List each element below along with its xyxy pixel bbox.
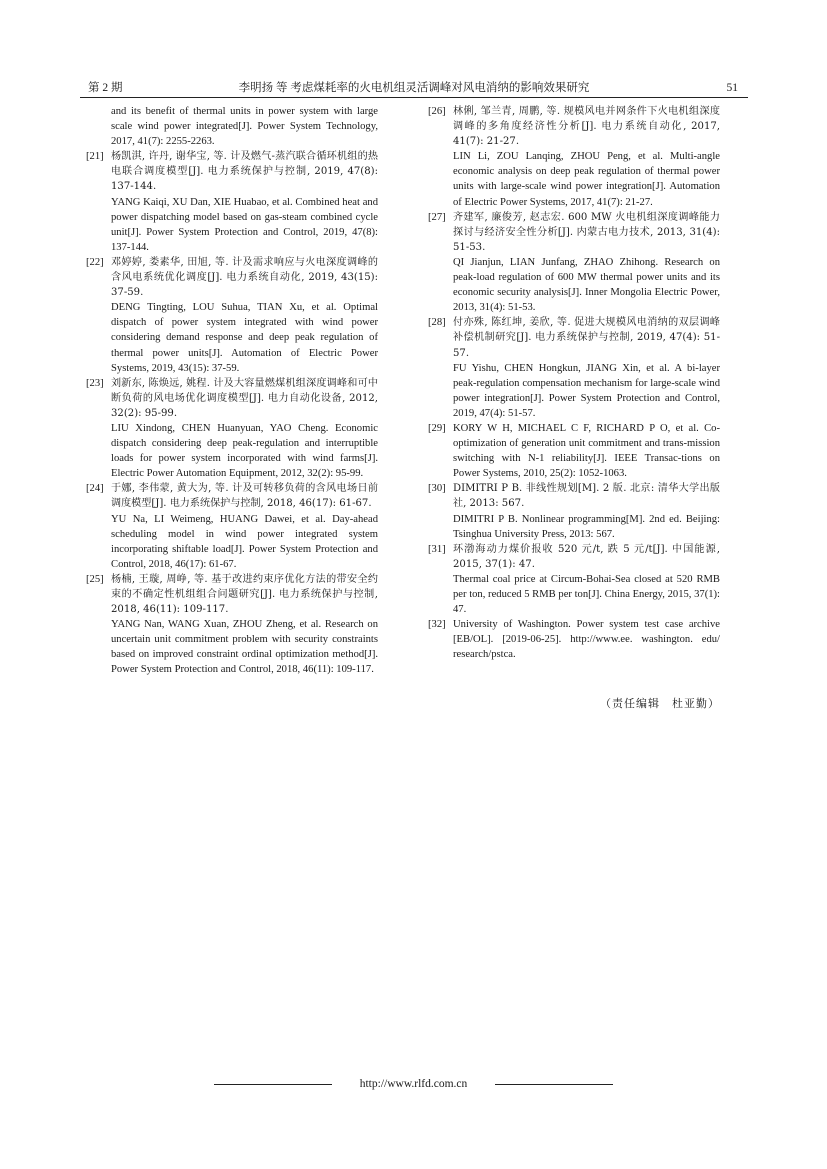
- footer-rule-right: [495, 1084, 613, 1085]
- reference-number: [21]: [86, 151, 104, 163]
- reference-chinese: 齐建军, 廉俊芳, 赵志宏. 600 MW 火电机组深度调峰能力探讨与经济安全性分析[J]. 内蒙古电力技术, 2013, 31(4): 51-53.: [453, 211, 720, 253]
- reference-english: YANG Kaiqi, XU Dan, XIE Huabao, et al. Combined heat and power dispatching model based on gas-steam combined cycle unit[J]. Power System Protection and Control, 2019, 47(8): 137-144.: [111, 196, 378, 253]
- page-footer: [0, 1076, 827, 1092]
- reference-english: LIN Li, ZOU Lanqing, ZHOU Peng, et al. Multi-angle economic analysis on deep peak regulation of thermal power units with large-scale wind power integration[J]. Automation of Electric Power Systems, 2017, 41(7): 21-27.: [453, 151, 720, 208]
- right-column: [428, 104, 720, 662]
- reference-number: [22]: [86, 256, 104, 268]
- footer-rule-left: [214, 1084, 332, 1085]
- right-reference-list: [428, 104, 720, 662]
- reference-number: [27]: [428, 211, 446, 223]
- reference-item: [86, 376, 378, 482]
- reference-chinese: 付亦殊, 陈红坤, 姜欣, 等. 促进大规模风电消纳的双层调峰补偿机制研究[J]. 电力系统保护与控制, 2019, 47(4): 51-57.: [453, 317, 720, 359]
- reference-chinese: 林俐, 邹兰青, 周鹏, 等. 规模风电并网条件下火电机组深度调峰的多角度经济性分析[J]. 电力系统自动化, 2017, 41(7): 21-27.: [453, 106, 720, 148]
- reference-chinese: 杨楠, 王璇, 周峥, 等. 基于改进约束序优化方法的带安全约束的不确定性机组组合问题研究[J]. 电力系统保护与控制, 2018, 46(11): 109-117.: [111, 573, 378, 616]
- footer-url: http://www.rlfd.com.cn: [359, 1078, 468, 1090]
- reference-item: [428, 104, 720, 210]
- reference-number: [29]: [428, 422, 446, 434]
- reference-chinese: DIMITRI P B. 非线性规划[M]. 2 版. 北京: 清华大学出版社, 2013: 567.: [453, 483, 720, 510]
- reference-english: University of Washington. Power system test case archive [EB/OL]. [2019-06-25]. http://www.ee. washington. edu/ research/pstca.: [453, 619, 720, 661]
- running-title: 李明扬 等 考虑煤耗率的火电机组灵活调峰对风电消纳的影响效果研究: [238, 82, 590, 94]
- reference-english: DENG Tingting, LOU Suhua, TIAN Xu, et al. Optimal dispatch of power system integrated with wind power considering demand response and deep peak regulation of thermal power units[J]. Automation of Electric Power Systems, 2019, 43(15): 37-59.: [111, 302, 378, 374]
- reference-number: [30]: [428, 483, 446, 495]
- reference-item: [86, 149, 378, 255]
- reference-number: [23]: [86, 377, 104, 389]
- reference-continuation: and its benefit of thermal units in power system with large scale wind power integrated[J]. Power System Technology, 2017, 41(7): 2255-2263.: [111, 106, 378, 148]
- reference-english: Thermal coal price at Circum-Bohai-Sea closed at 520 RMB per ton, reduced 5 RMB per ton[J]. China Energy, 2015, 37(1): 47.: [453, 573, 720, 616]
- reference-item: [428, 421, 720, 481]
- reference-chinese: 杨凯淇, 许丹, 谢华宝, 等. 计及燃气-蒸汽联合循环机组的热电联合调度模型[J]. 电力系统保护与控制, 2019, 47(8): 137-144.: [111, 151, 378, 193]
- reference-english: YANG Nan, WANG Xuan, ZHOU Zheng, et al. Research on uncertain unit commitment problem with security constraints based on improved constraint ordinal optimization method[J]. Power System Protection and Control, 2018, 46(11): 109-117.: [111, 619, 378, 676]
- page-number: 51: [726, 82, 738, 94]
- left-column: [86, 104, 378, 678]
- reference-number: [31]: [428, 543, 446, 555]
- reference-number: [24]: [86, 483, 104, 495]
- reference-item: [428, 542, 720, 617]
- page-header: [80, 80, 748, 96]
- reference-number: [26]: [428, 106, 446, 117]
- reference-english: FU Yishu, CHEN Hongkun, JIANG Xin, et al. A bi-layer peak-regulation compensation mechanism for large-scale wind power integration[J]. Power System Protection and Control, 2019, 47(4): 51-57.: [453, 362, 720, 419]
- reference-chinese: 刘新东, 陈焕远, 姚程. 计及大容量燃煤机组深度调峰和可中断负荷的风电场优化调度模型[J]. 电力自动化设备, 2012, 32(2): 95-99.: [111, 377, 378, 419]
- responsible-editor: （责任编辑 杜亚勤）: [600, 697, 720, 710]
- reference-item: [428, 617, 720, 662]
- reference-english: DIMITRI P B. Nonlinear programming[M]. 2nd ed. Beijing: Tsinghua University Press, 2013: 567.: [453, 513, 720, 540]
- reference-number: [32]: [428, 619, 446, 631]
- reference-item: [86, 255, 378, 376]
- reference-number: [28]: [428, 317, 446, 329]
- reference-chinese: 环渤海动力煤价报收 520 元/t, 跌 5 元/t[J]. 中国能源, 2015, 37(1): 47.: [453, 543, 720, 570]
- reference-number: [25]: [86, 573, 104, 585]
- left-reference-list: [86, 149, 378, 677]
- reference-item: [86, 572, 378, 678]
- reference-item: [428, 315, 720, 421]
- reference-english: QI Jianjun, LIAN Junfang, ZHAO Zhihong. Research on peak-load regulation of 600 MW thermal power units and its economic security analysis[J]. Inner Mongolia Electric Power, 2013, 31(4): 51-53.: [453, 256, 720, 314]
- reference-item: [428, 481, 720, 541]
- reference-english: YU Na, LI Weimeng, HUANG Dawei, et al. Day-ahead scheduling model in wind power integrated system incorporating shiftable load[J]. Power System Protection and Control, 2018, 46(17): 61-67.: [111, 513, 378, 570]
- reference-chinese: 邓婷婷, 娄素华, 田旭, 等. 计及需求响应与火电深度调峰的含风电系统优化调度[J]. 电力系统自动化, 2019, 43(15): 37-59.: [111, 256, 378, 299]
- header-rule: [80, 97, 748, 98]
- reference-chinese: 于娜, 李伟蒙, 黄大为, 等. 计及可转移负荷的含风电场日前调度模型[J]. 电力系统保护与控制, 2018, 46(17): 61-67.: [111, 483, 378, 510]
- issue-number: 第 2 期: [88, 82, 123, 94]
- reference-item: [86, 481, 378, 572]
- reference-english: LIU Xindong, CHEN Huanyuan, YAO Cheng. Economic dispatch considering deep peak-regulation and interruptible loads for power system incorporated with wind farms[J]. Electric Power Automation Equipment, 2012, 32(2): 95-99.: [111, 422, 378, 480]
- reference-english: KORY W H, MICHAEL C F, RICHARD P O, et al. Co-optimization of generation unit commitment and trans-mission switching with N-1 reliability[J]. IEEE Transac-tions on Power Systems, 2010, 25(2): 1052-1063.: [453, 422, 720, 480]
- reference-item: [428, 210, 720, 316]
